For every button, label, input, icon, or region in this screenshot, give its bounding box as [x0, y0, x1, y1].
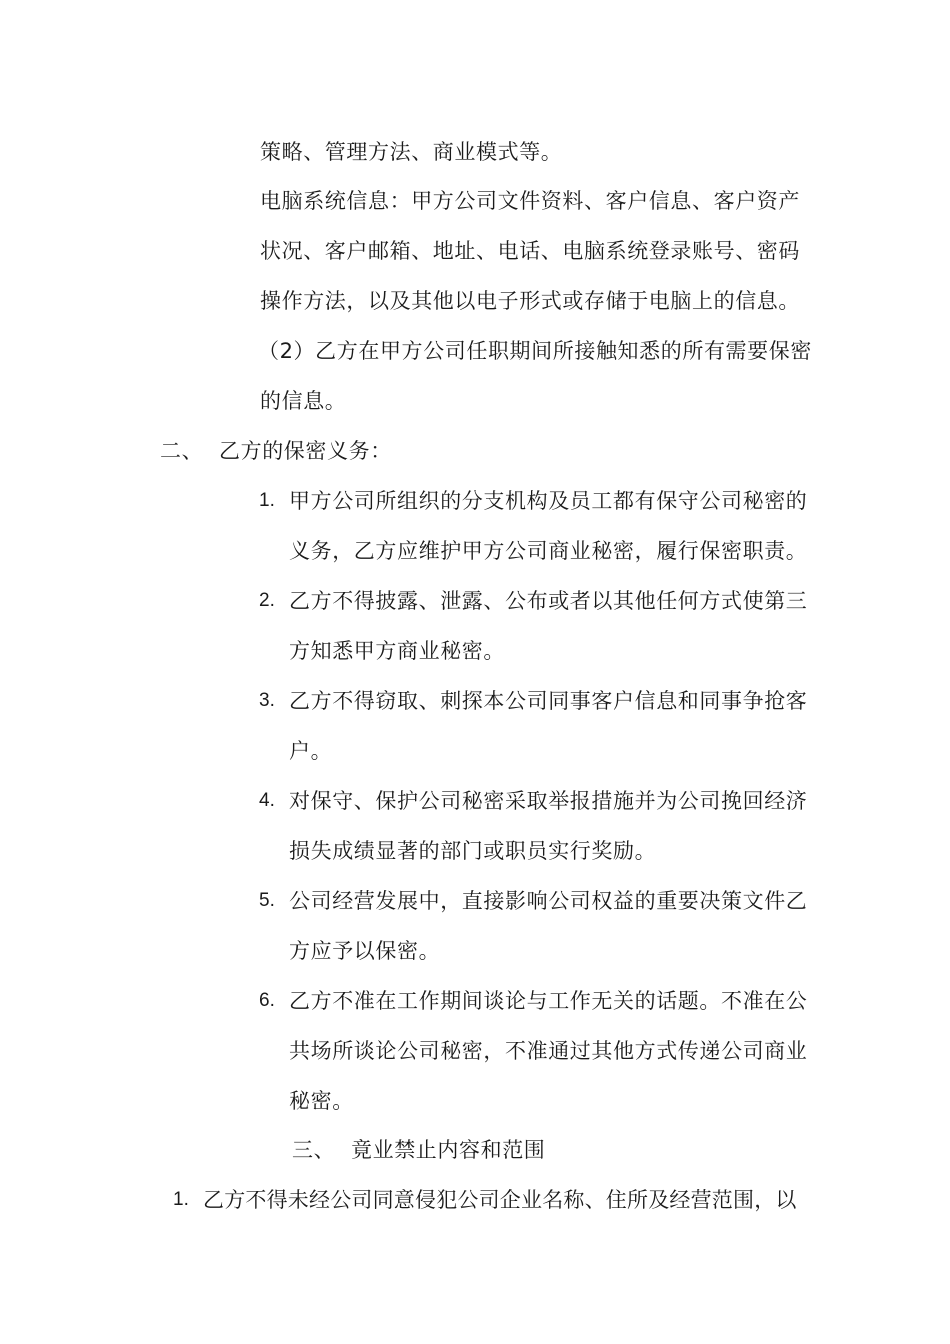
list-item-line: 方知悉甲方商业秘密。: [289, 639, 505, 663]
section-3-number: 三、: [292, 1138, 336, 1162]
section-2-number: 二、: [160, 439, 204, 463]
section-3-title: 竟业禁止内容和范围: [351, 1138, 546, 1162]
list-item-number: 1.: [173, 1189, 189, 1210]
intro-line-4: 操作方法，以及其他以电子形式或存储于电脑上的信息。: [260, 289, 800, 313]
list-item-number: 5.: [259, 890, 275, 911]
list-item-line: 共场所谈论公司秘密，不准通过其他方式传递公司商业: [289, 1039, 808, 1063]
list-item-line: 乙方不得未经公司同意侵犯公司企业名称、住所及经营范围，以: [203, 1188, 797, 1212]
list-item-line: 损失成绩显著的部门或职员实行奖励。: [289, 839, 657, 863]
intro-line-6: 的信息。: [260, 389, 347, 413]
list-item-line: 方应予以保密。: [289, 939, 441, 963]
list-item-line: 乙方不得披露、泄露、公布或者以其他任何方式使第三: [289, 589, 808, 613]
intro-line-1: 策略、管理方法、商业模式等。: [260, 140, 563, 164]
list-item-number: 4.: [259, 790, 275, 811]
list-item-line: 乙方不准在工作期间谈论与工作无关的话题。不准在公: [289, 989, 808, 1013]
list-item-line: 公司经营发展中，直接影响公司权益的重要决策文件乙: [289, 889, 808, 913]
intro-line-3: 状况、客户邮箱、地址、电话、电脑系统登录账号、密码: [260, 239, 800, 263]
section-2-title: 乙方的保密义务：: [219, 439, 392, 463]
list-item-line: 对保守、保护公司秘密采取举报措施并为公司挽回经济: [289, 789, 808, 813]
list-item-number: 2.: [259, 590, 275, 611]
intro-line-5: （2）乙方在甲方公司任职期间所接触知悉的所有需要保密: [258, 339, 812, 363]
intro-line-2: 电脑系统信息：甲方公司文件资料、客户信息、客户资产: [260, 189, 800, 213]
list-item-line: 秘密。: [289, 1089, 354, 1113]
list-item-line: 户。: [289, 739, 333, 763]
list-item-number: 6.: [259, 990, 275, 1011]
list-item-number: 3.: [259, 690, 275, 711]
list-item-line: 甲方公司所组织的分支机构及员工都有保守公司秘密的: [289, 489, 808, 513]
list-item-line: 乙方不得窃取、刺探本公司同事客户信息和同事争抢客: [289, 689, 808, 713]
list-item-line: 义务，乙方应维护甲方公司商业秘密，履行保密职责。: [289, 539, 808, 563]
list-item-number: 1.: [259, 490, 275, 511]
